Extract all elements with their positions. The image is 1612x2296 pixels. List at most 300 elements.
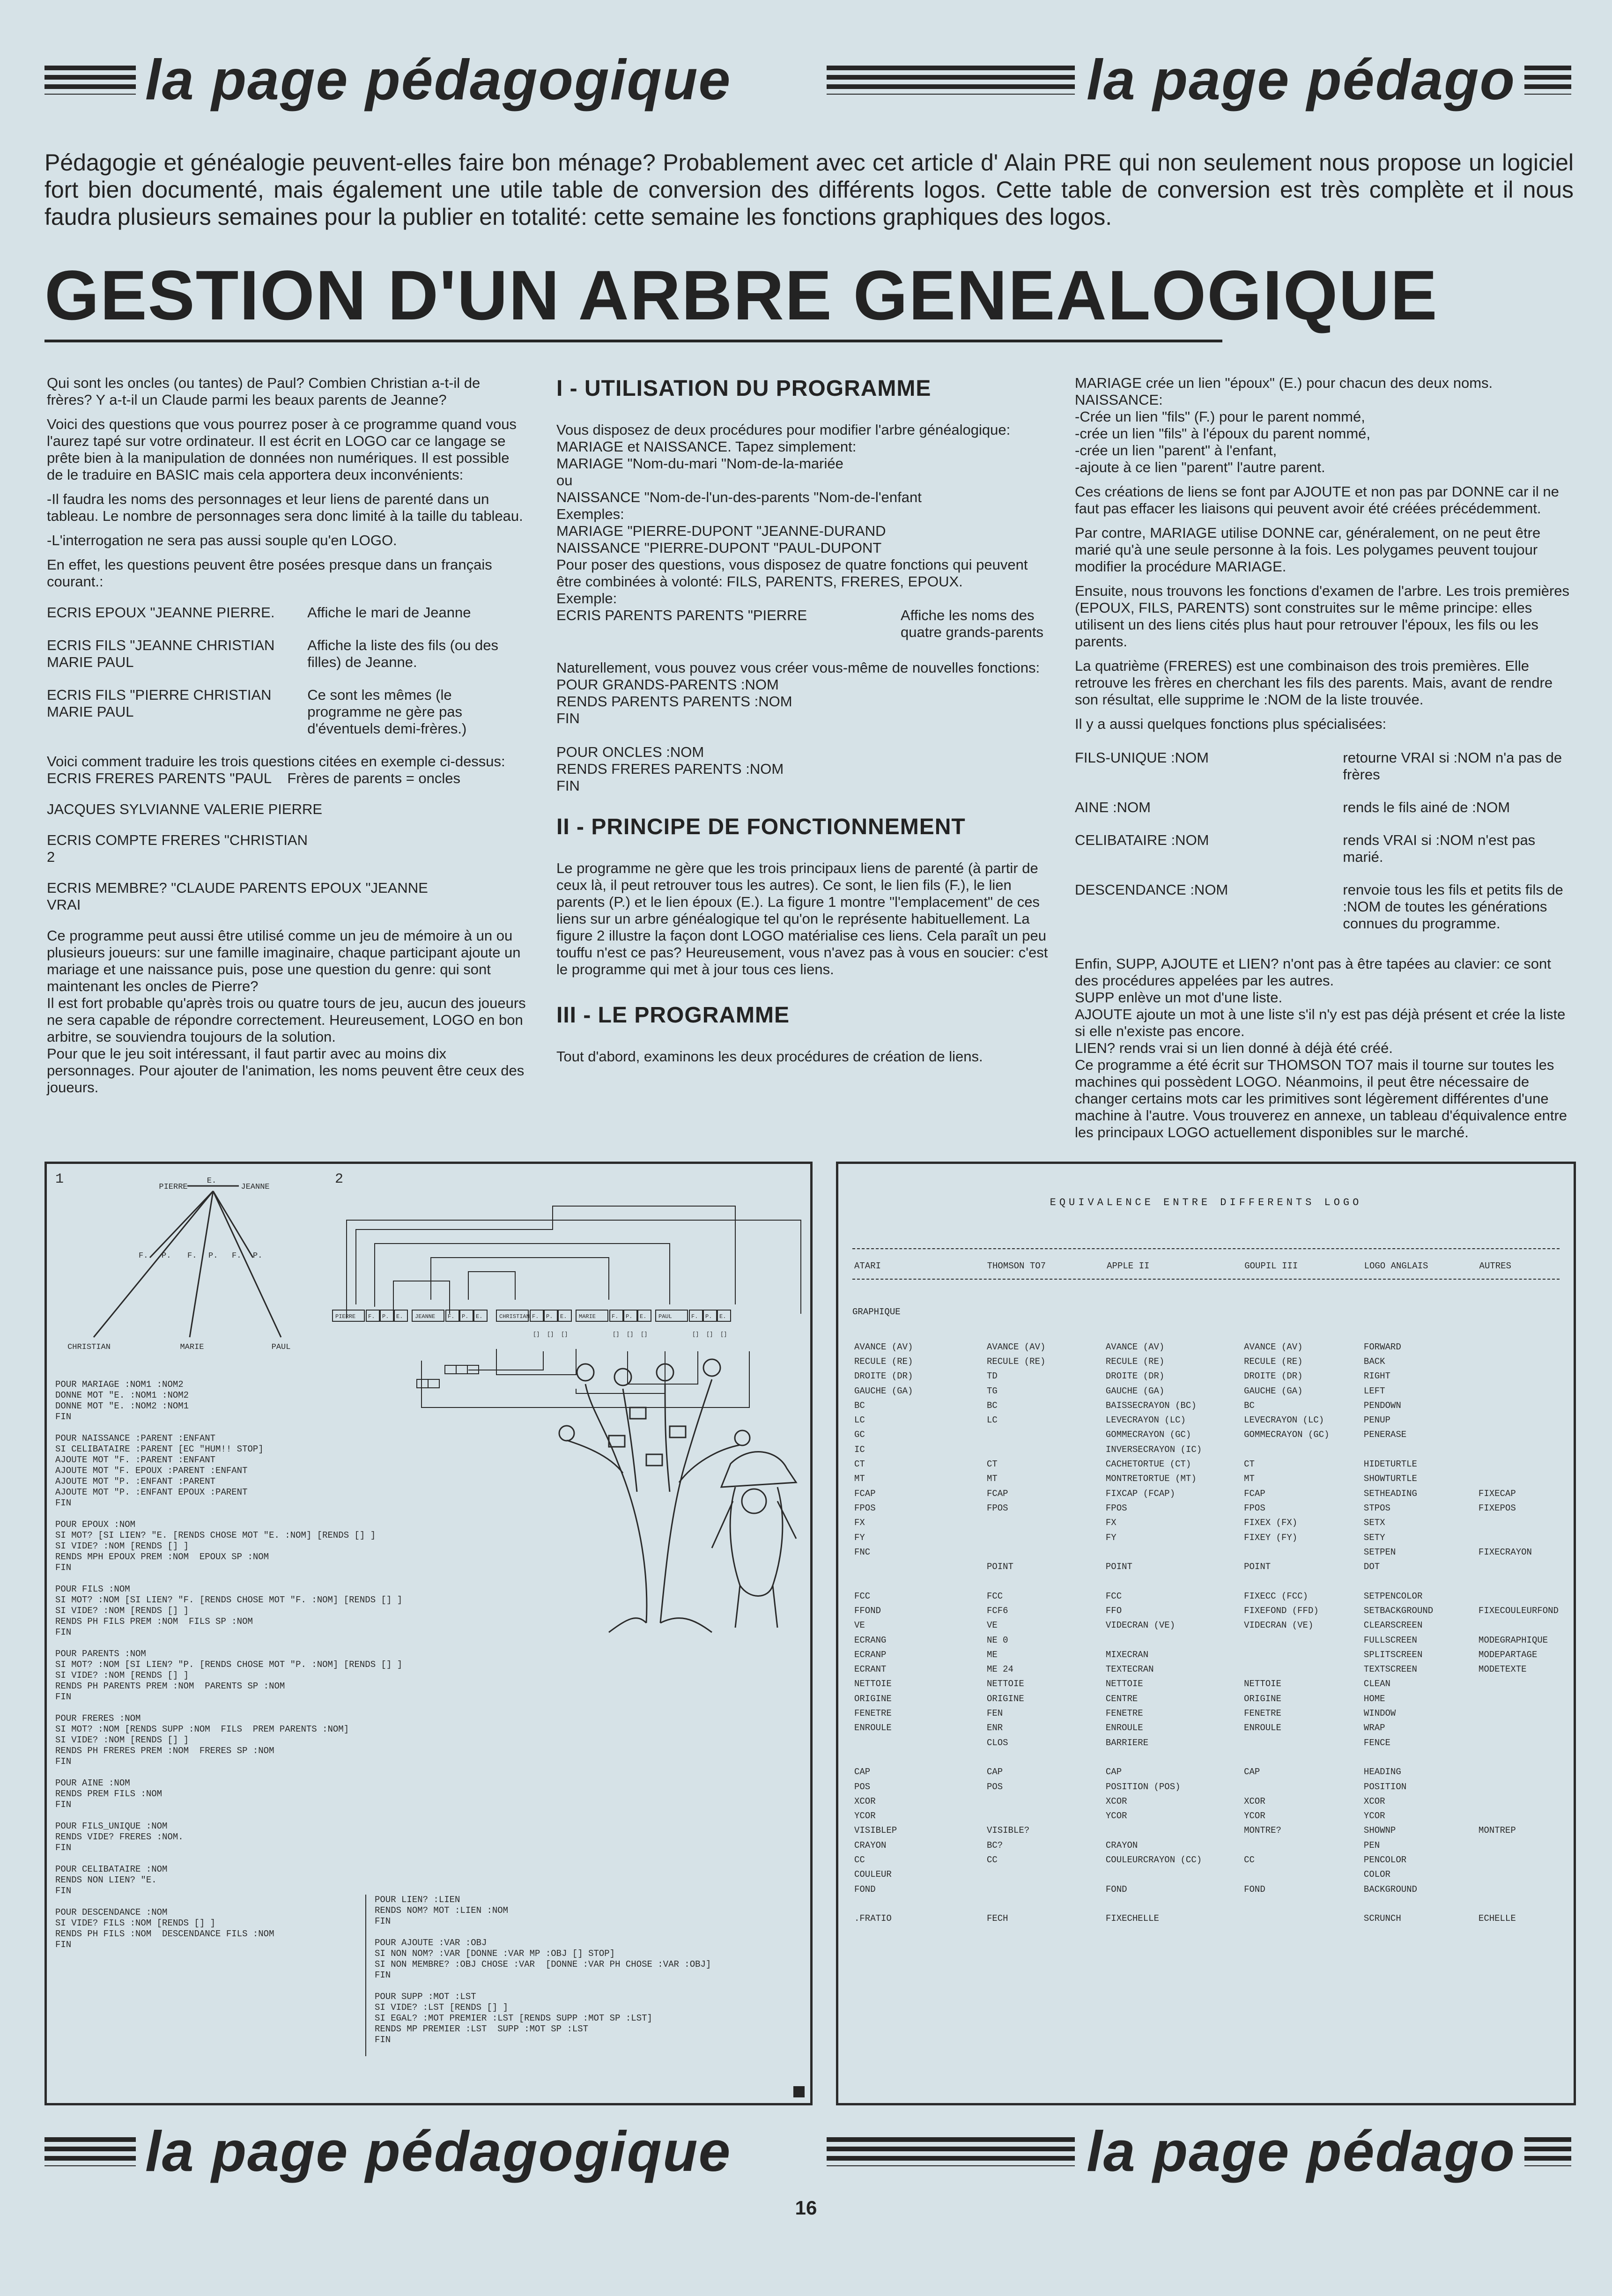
paragraph: Ce programme a été écrit sur THOMSON TO7 mais il tourne sur toutes les machines qui possèdent LOGO. Néanmoins, il peut être nécessaire de changer certains mots car les primitives sont légèrement différentes d'une machine à l'autre. Vous trouverez en annexe, un tableau d'équivalence entre les principaux LOGO actuellement disponibles sur le marché. <box>1075 1057 1568 1141</box>
table-cell <box>1104 1823 1242 1838</box>
banner-title-left: la page pédagogique <box>145 2119 732 2183</box>
paragraph: MARIAGE crée un lien "époux" (E.) pour chacun des deux noms. <box>1075 375 1493 391</box>
example-pair <box>47 687 529 737</box>
table-cell: AVANCE (AV) <box>986 1341 1046 1352</box>
table-cell <box>1242 1662 1362 1677</box>
table-cell: FFOND <box>854 1605 881 1616</box>
column-header: ATARI <box>854 1261 881 1271</box>
table-cell <box>1477 1779 1574 1794</box>
node-paul: PAUL <box>271 1343 291 1352</box>
empty-list: [] <box>720 1331 727 1338</box>
table-cell: FIXECRAYON <box>1478 1547 1532 1557</box>
table-cell: LEVECRAYON (LC) <box>1105 1415 1186 1426</box>
banner-rule <box>1524 2137 1571 2166</box>
table-cell: ENROULE <box>854 1723 892 1733</box>
table-cell: FX <box>854 1518 865 1528</box>
table-cell <box>1477 1794 1574 1808</box>
node-label: JEANNE <box>415 1313 436 1320</box>
function-pair <box>1075 799 1571 816</box>
table-cell: SHOWTURTLE <box>1363 1474 1417 1484</box>
code-line: FIN <box>55 1692 72 1702</box>
table-cell: INVERSECRAYON (IC) <box>1105 1444 1202 1455</box>
table-cell: FX <box>1105 1518 1117 1528</box>
table-cell: RECULE (RE) <box>1244 1356 1303 1367</box>
table-cell: YCOR <box>1363 1811 1385 1822</box>
table-cell: CAP <box>986 1767 1003 1778</box>
link-cell-label: E. <box>396 1313 403 1320</box>
paragraph: Par contre, MARIAGE utilise DONNE car, généralement, on ne peut être marié qu'à une seule personne à la fois. Les polygames peuvent toujour modifier la procédure MARIAGE. <box>1075 525 1541 575</box>
code-line: RENDS PH FRERES PREM :NOM FRERES SP :NOM <box>55 1746 274 1756</box>
example-result: Affiche le mari de Jeanne <box>307 604 471 621</box>
table-cell: ENROULE <box>1105 1723 1143 1733</box>
table-cell: FCF6 <box>986 1605 1008 1616</box>
table-cell <box>1477 1384 1574 1398</box>
table-cell: WRAP <box>1363 1723 1385 1733</box>
table-cell: TD <box>986 1371 998 1382</box>
table-cell: FNC <box>854 1547 871 1557</box>
code-line: POUR AINE :NOM <box>55 1778 130 1788</box>
table-cell: LEFT <box>1363 1385 1385 1396</box>
table-row <box>852 1706 1574 1720</box>
table-cell <box>1242 1750 1362 1764</box>
code-line: DONNE MOT "E. :NOM1 :NOM2 <box>55 1390 189 1400</box>
code-line: POUR ONCLES :NOM <box>556 744 704 760</box>
table-cell: FORWARD <box>1363 1341 1401 1352</box>
text-line: -Crée un lien "fils" (F.) pour le parent nommé, <box>1075 408 1365 425</box>
table-cell: MONTRETORTUE (MT) <box>1105 1474 1197 1484</box>
table-cell <box>985 1794 1104 1808</box>
table-cell: FENETRE <box>854 1708 892 1719</box>
table-cell <box>1242 1574 1362 1589</box>
table-row <box>852 1647 1574 1662</box>
text-line: Exemple: <box>556 590 617 607</box>
table-cell: FIXCAP (FCAP) <box>1105 1488 1176 1499</box>
table-cell: CLEARSCREEN <box>1363 1620 1423 1631</box>
link-cell-label: P. <box>546 1313 553 1320</box>
text-line: -ajoute à ce lien "parent" l'autre parent. <box>1075 459 1325 475</box>
tree-branch <box>94 1191 213 1337</box>
table-cell <box>1242 1633 1362 1647</box>
code-line: MARIAGE "PIERRE-DUPONT "JEANNE-DURAND <box>556 523 886 539</box>
text-line: NAISSANCE: <box>1075 392 1163 408</box>
table-cell: RECULE (RE) <box>986 1356 1046 1367</box>
link-label-f: F. <box>139 1252 148 1260</box>
table-cell: FY <box>1105 1532 1117 1543</box>
table-cell <box>1477 1691 1574 1706</box>
table-cell: POINT <box>1105 1562 1132 1572</box>
code-line: FIN <box>556 710 580 726</box>
table-cell <box>1477 1852 1574 1867</box>
table-cell: FIXEX (FX) <box>1244 1518 1298 1528</box>
table-row <box>852 1852 1574 1867</box>
table-cell <box>1477 1398 1574 1413</box>
title-rule <box>44 340 1222 342</box>
code-line: RENDS PH FILS PREM :NOM FILS SP :NOM <box>55 1616 253 1627</box>
table-cell <box>1477 1618 1574 1633</box>
function-pair <box>1075 749 1571 783</box>
table-cell <box>985 1896 1104 1911</box>
table-cell <box>1477 1838 1574 1852</box>
procedure-block <box>55 1519 402 1573</box>
table-cell: FIXECHELLE <box>1105 1913 1159 1924</box>
code-line: SI VIDE? :NOM [RENDS [] ] <box>55 1670 189 1681</box>
table-cell <box>852 1735 985 1750</box>
table-cell: FENETRE <box>1244 1708 1281 1719</box>
link-cell-label: F. <box>612 1313 619 1320</box>
paragraph: Voici comment traduire les trois questions citées en exemple ci-dessus: <box>47 753 505 770</box>
table-row <box>852 1574 1574 1589</box>
procedure-block <box>55 1713 402 1767</box>
column-header: THOMSON TO7 <box>987 1261 1046 1271</box>
code-line: SI NON MEMBRE? :OBJ CHOSE :VAR [DONNE :VAR PH CHOSE :VAR :OBJ] <box>375 1959 711 1970</box>
function-name: FILS-UNIQUE :NOM <box>1075 749 1209 766</box>
table-cell <box>1477 1677 1574 1691</box>
table-row <box>852 1516 1574 1530</box>
table-cell: BC <box>1244 1400 1255 1411</box>
table-cell: STPOS <box>1363 1503 1390 1513</box>
code-line: FIN <box>55 1563 72 1573</box>
table-cell <box>985 1545 1104 1559</box>
table-cell: FPOS <box>986 1503 1008 1513</box>
code-line: SI VIDE? :NOM [RENDS [] ] <box>55 1735 189 1745</box>
node-pierre: PIERRE <box>159 1183 188 1192</box>
table-cell: SETBACKGROUND <box>1363 1605 1434 1616</box>
table-cell: FCC <box>1105 1591 1122 1601</box>
table-cell: SETHEADING <box>1363 1488 1417 1499</box>
code-line: POUR DESCENDANCE :NOM <box>55 1907 168 1918</box>
empty-list: [] <box>533 1331 540 1338</box>
link-cell-label: P. <box>626 1313 633 1320</box>
table-header-wrap <box>852 1253 1574 1279</box>
table-row <box>852 1721 1574 1735</box>
code-line: POUR NAISSANCE :PARENT :ENFANT <box>55 1433 216 1444</box>
empty-list: [] <box>706 1331 713 1338</box>
table-cell: FULLSCREEN <box>1363 1635 1417 1645</box>
table-cell <box>1477 1530 1574 1545</box>
table-cell: FPOS <box>854 1503 876 1513</box>
table-row <box>852 1413 1574 1427</box>
table-cell: FPOS <box>1244 1503 1265 1513</box>
code-line: RENDS FRERES PARENTS :NOM <box>556 761 784 777</box>
table-row <box>852 1530 1574 1545</box>
table-cell: BC <box>854 1400 865 1411</box>
procedure-block <box>375 1992 711 2045</box>
table-row <box>852 1501 1574 1515</box>
empty-list: [] <box>561 1331 568 1338</box>
link-label-p: P. <box>162 1252 171 1260</box>
table-cell: POS <box>986 1781 1003 1792</box>
table-row <box>852 1662 1574 1677</box>
table-cell: MODEPARTAGE <box>1478 1649 1538 1660</box>
table-cell: CACHETORTUE (CT) <box>1105 1459 1191 1470</box>
table-cell: CAP <box>1244 1767 1260 1778</box>
code-line: POUR CELIBATAIRE :NOM <box>55 1864 168 1874</box>
table-cell: DROITE (DR) <box>1244 1371 1303 1382</box>
link-cell-label: E. <box>640 1313 647 1320</box>
table-cell: BC <box>986 1400 998 1411</box>
list-cell <box>456 1365 467 1374</box>
table-cell: PEN <box>1363 1840 1380 1851</box>
table-row <box>852 1384 1574 1398</box>
text-line: ou <box>556 472 573 489</box>
empty-list: [] <box>547 1331 554 1338</box>
table-cell <box>1477 1867 1574 1882</box>
column-header: GOUPIL III <box>1244 1261 1298 1271</box>
table-cell: POSITION <box>1363 1781 1407 1792</box>
equivalence-table-box <box>836 1162 1576 2105</box>
table-cell: GAUCHE (GA) <box>854 1385 913 1396</box>
paragraph: Vous disposez de deux procédures pour modifier l'arbre généalogique: MARIAGE et NAISSANCE. Tapez simplement: <box>556 422 1011 455</box>
table-cell <box>1477 1559 1574 1574</box>
code-line: FIN <box>375 2035 391 2045</box>
table-cell: MIXECRAN <box>1105 1649 1149 1660</box>
table-cell: TG <box>986 1385 998 1396</box>
table-cell <box>1362 1574 1477 1589</box>
code-line: SI MOT? :NOM [SI LIEN? "F. [RENDS CHOSE MOT "F. :NOM] [RENDS [] ] <box>55 1595 403 1605</box>
table-cell: SPLITSCREEN <box>1363 1649 1423 1660</box>
link-label-e: E. <box>207 1177 217 1185</box>
table-row <box>852 1398 1574 1413</box>
table-cell: ORIGINE <box>854 1693 892 1704</box>
table-cell: FCAP <box>986 1488 1008 1499</box>
table-cell: POINT <box>986 1562 1013 1572</box>
paragraph: Pour que le jeu soit intéressant, il faut partir avec au moins dix personnages. Pour ajouter de l'animation, les noms peuvent être ceux des joueurs. <box>47 1045 525 1096</box>
link-network <box>347 1206 801 1407</box>
table-cell <box>1477 1413 1574 1427</box>
table-cell: ECHELLE <box>1478 1913 1516 1924</box>
table-cell <box>985 1882 1104 1896</box>
table-cell: SCRUNCH <box>1363 1913 1401 1924</box>
table-cell: COULEURCRAYON (CC) <box>1105 1855 1202 1866</box>
table-cell <box>852 1574 985 1589</box>
paragraph: Ensuite, nous trouvons les fonctions d'examen de l'arbre. Les trois premières (EPOUX, FILS, PARENTS) sont construites sur le même principe: elles utilisent un des liens cités plus haut pour retrouver l'époux, les fils ou les parents. <box>1075 583 1570 650</box>
table-cell: VE <box>854 1620 865 1631</box>
text-column-1 <box>47 375 529 1104</box>
table-cell: BARRIERE <box>1105 1737 1149 1748</box>
table-row <box>852 1369 1574 1384</box>
example-result: Affiche les noms des quatre grands-parents <box>901 607 1044 640</box>
table-cell: DOT <box>1363 1562 1380 1572</box>
banner-rule <box>44 66 136 95</box>
code-line: POUR MARIAGE :NOM1 :NOM2 <box>55 1379 184 1390</box>
table-cell <box>985 1809 1104 1823</box>
code-line: POUR EPOUX :NOM <box>55 1519 136 1530</box>
table-cell: CC <box>986 1855 998 1866</box>
example-pair <box>47 604 529 621</box>
empty-list: [] <box>613 1331 620 1338</box>
table-cell: MT <box>854 1474 865 1484</box>
table-cell <box>985 1428 1104 1442</box>
table-cell <box>1104 1896 1242 1911</box>
code-line: DONNE MOT "E. :NOM2 :NOM1 <box>55 1401 189 1411</box>
query-answer: VRAI <box>47 896 81 913</box>
table-row <box>852 1486 1574 1501</box>
table-cell: BAISSECRAYON (BC) <box>1105 1400 1197 1411</box>
code-line: MARIAGE "Nom-du-mari "Nom-de-la-mariée <box>556 455 843 472</box>
table-row <box>852 1677 1574 1691</box>
table-cell: MT <box>1244 1474 1255 1484</box>
table-row <box>852 1618 1574 1633</box>
code-line: SI VIDE? :NOM [RENDS [] ] <box>55 1541 189 1551</box>
code-line: FIN <box>55 1800 72 1810</box>
procedure-block <box>55 1584 402 1638</box>
section-heading: II - PRINCIPE DE FONCTIONNEMENT <box>556 815 966 839</box>
list-cell <box>445 1365 456 1374</box>
table-cell: PENDOWN <box>1363 1400 1401 1411</box>
table-row <box>852 1765 1574 1779</box>
link-label-p: P. <box>208 1252 218 1260</box>
table-cell: CAP <box>854 1767 871 1778</box>
table-cell <box>1477 1472 1574 1486</box>
table-row <box>852 1603 1574 1618</box>
example-command: ECRIS FILS "PIERRE CHRISTIAN MARIE PAUL <box>47 687 272 720</box>
code-line: RENDS VIDE? FRERES :NOM. <box>55 1832 184 1842</box>
page-number: 16 <box>795 2197 817 2219</box>
code-line: FIN <box>55 1886 72 1896</box>
procedure-block <box>55 1907 402 1950</box>
table-cell: VISIBLE? <box>986 1825 1030 1836</box>
table-cell <box>1104 1750 1242 1764</box>
table-cell: NETTOIE <box>986 1679 1024 1689</box>
table-cell <box>985 1516 1104 1530</box>
code-line: AJOUTE MOT "F. :PARENT :ENFANT <box>55 1455 216 1465</box>
code-line: SI MOT? :NOM [RENDS SUPP :NOM FILS PREM PARENTS :NOM] <box>55 1724 349 1734</box>
column-header: AUTRES <box>1479 1261 1511 1271</box>
table-cell: MONTRE? <box>1244 1825 1281 1836</box>
code-line: SI VIDE? FILS :NOM [RENDS [] ] <box>55 1918 216 1928</box>
banner-rule <box>827 66 1075 95</box>
table-row <box>852 1691 1574 1706</box>
table-row <box>852 1472 1574 1486</box>
table-cell: FOND <box>1105 1884 1127 1895</box>
code-listing-right <box>365 1895 711 2056</box>
code-line: POUR FILS_UNIQUE :NOM <box>55 1821 168 1831</box>
query-answer: 2 <box>47 849 55 865</box>
table-cell: CAP <box>1105 1767 1122 1778</box>
table-cell: CRAYON <box>854 1840 887 1851</box>
function-name: DESCENDANCE :NOM <box>1075 881 1228 898</box>
paragraph: Pour poser des questions, vous disposez de quatre fonctions qui peuvent être combinées à volonté: FILS, PARENTS, FRERES, EPOUX. <box>556 556 1028 590</box>
table-cell: NETTOIE <box>1244 1679 1281 1689</box>
code-line: SI MOT? [SI LIEN? "E. [RENDS CHOSE MOT "E. :NOM] [RENDS [] ] <box>55 1530 376 1541</box>
code-line: FIN <box>55 1940 72 1950</box>
link-cell-label: E. <box>476 1313 483 1320</box>
code-line: FIN <box>375 1970 391 1980</box>
table-cell: VISIBLEP <box>854 1825 897 1836</box>
table-cell: FPOS <box>1105 1503 1127 1513</box>
table-cell: .FRATIO <box>854 1913 892 1924</box>
table-cell: ME 24 <box>986 1664 1013 1675</box>
table-row <box>852 1838 1574 1852</box>
link-cell-label: F. <box>448 1313 455 1320</box>
function-pair <box>1075 881 1571 932</box>
table-cell: FCAP <box>854 1488 876 1499</box>
table-cell: BC? <box>986 1840 1003 1851</box>
table-cell: SETPENCOLOR <box>1363 1591 1423 1601</box>
section-heading: III - LE PROGRAMME <box>556 1003 790 1028</box>
paragraph: Ce programme peut aussi être utilisé comme un jeu de mémoire à un ou plusieurs joueurs: sur une famille imaginaire, chaque participant ajoute un mariage et une naissance puis, pose une question du genre: qui sont maintenant les oncles de Pierre? <box>47 927 521 994</box>
table-cell <box>1104 1574 1242 1589</box>
table-cell <box>1477 1457 1574 1471</box>
table-row <box>852 1779 1574 1794</box>
table-cell: PENERASE <box>1363 1429 1407 1440</box>
table-cell <box>1477 1721 1574 1735</box>
text-line: LIEN? rends vrai si un lien donné à déjà été créé. <box>1075 1040 1393 1056</box>
link-cell-label: F. <box>532 1313 539 1320</box>
procedure-block <box>55 1778 402 1810</box>
table-cell <box>1477 1896 1574 1911</box>
table-header <box>852 1253 1574 1279</box>
equivalence-table <box>852 1340 1574 1926</box>
column-header: APPLE II <box>1107 1261 1150 1271</box>
article-title: GESTION D'UN ARBRE GENEALOGIQUE <box>44 256 1438 334</box>
table-cell: FIXECC (FCC) <box>1244 1591 1308 1601</box>
table-cell: LEVECRAYON (LC) <box>1244 1415 1324 1426</box>
table-row <box>852 1545 1574 1559</box>
section-heading: I - UTILISATION DU PROGRAMME <box>556 376 932 401</box>
table-cell: XCOR <box>1244 1796 1265 1807</box>
table-cell: VIDECRAN (VE) <box>1105 1620 1176 1631</box>
example-result: Affiche la liste des fils (ou des filles) de Jeanne. <box>307 637 499 670</box>
table-cell: SETPEN <box>1363 1547 1396 1557</box>
table-cell: DROITE (DR) <box>854 1371 913 1382</box>
table-cell <box>852 1896 985 1911</box>
table-cell: RECULE (RE) <box>1105 1356 1165 1367</box>
function-name: AINE :NOM <box>1075 799 1151 815</box>
table-cell <box>1477 1340 1574 1354</box>
text-line: SUPP enlève un mot d'une liste. <box>1075 989 1283 1006</box>
paragraph: Il est fort probable qu'après trois ou quatre tours de jeu, aucun des joueurs ne sera capable de répondre correctement. Heureusement, LOGO en bon arbitre, se souviendra toujours de la solution. <box>47 995 526 1045</box>
function-name: CELIBATAIRE :NOM <box>1075 832 1209 848</box>
table-cell: CLOS <box>986 1737 1008 1748</box>
code-line: SI VIDE? :LST [RENDS [] ] <box>375 2002 509 2013</box>
table-cell <box>1104 1545 1242 1559</box>
table-cell <box>1242 1735 1362 1750</box>
table-cell: FIXEY (FY) <box>1244 1532 1298 1543</box>
table-cell: POSITION (POS) <box>1105 1781 1181 1792</box>
table-cell: AVANCE (AV) <box>1105 1341 1165 1352</box>
list-cell <box>417 1379 428 1388</box>
table-cell <box>1477 1428 1574 1442</box>
table-cell <box>852 1559 985 1574</box>
table-section-label: GRAPHIQUE <box>852 1307 901 1317</box>
table-cell: FENETRE <box>1105 1708 1143 1719</box>
text-line: -crée un lien "fils" à l'époux du parent nommé, <box>1075 425 1371 442</box>
code-line: SI CELIBATAIRE :PARENT [EC "HUM!! STOP] <box>55 1444 264 1454</box>
code-line: POUR LIEN? :LIEN <box>375 1895 460 1905</box>
paragraph: Ces créations de liens se font par AJOUTE et non pas par DONNE car il ne faut pas effacer les liaisons qui peuvent avoir été créées précédemment. <box>1075 483 1559 517</box>
table-cell: HEADING <box>1363 1767 1401 1778</box>
code-line: RENDS PH PARENTS PREM :NOM PARENTS SP :NOM <box>55 1681 285 1691</box>
table-cell <box>985 1750 1104 1764</box>
table-cell <box>1242 1442 1362 1457</box>
table-cell: LC <box>986 1415 998 1426</box>
table-cell: HIDETURTLE <box>1363 1459 1417 1470</box>
table-rule <box>852 1248 1560 1249</box>
paragraph: La quatrième (FRERES) est une combinaison des trois premières. Elle retrouve les frères en cherchant les fils des parents. Mais, avant de rendre son résultat, elle supprime le :NOM de la liste trouvée. <box>1075 658 1553 708</box>
table-row <box>852 1633 1574 1647</box>
code-line: FIN <box>55 1412 72 1422</box>
table-row <box>852 1794 1574 1808</box>
link-cell-label: P. <box>705 1313 712 1320</box>
table-cell <box>1362 1442 1477 1457</box>
intro-paragraph: Pédagogie et généalogie peuvent-elles faire bon ménage? Probablement avec cet article d' Alain PRE qui non seulement nous propose un logiciel fort bien documenté, mais également une utile table de conversion des différents logos. Cette table de conversion est très complète et il nous faudra plusieurs semaines pour la publier en totalité: cette semaine les fonctions graphiques des logos. <box>44 149 1574 230</box>
procedure-block <box>375 1895 711 1927</box>
table-row <box>852 1823 1574 1838</box>
procedure-block <box>55 1821 402 1853</box>
code-line: POUR FRERES :NOM <box>55 1713 141 1724</box>
table-cell: NE 0 <box>986 1635 1008 1645</box>
